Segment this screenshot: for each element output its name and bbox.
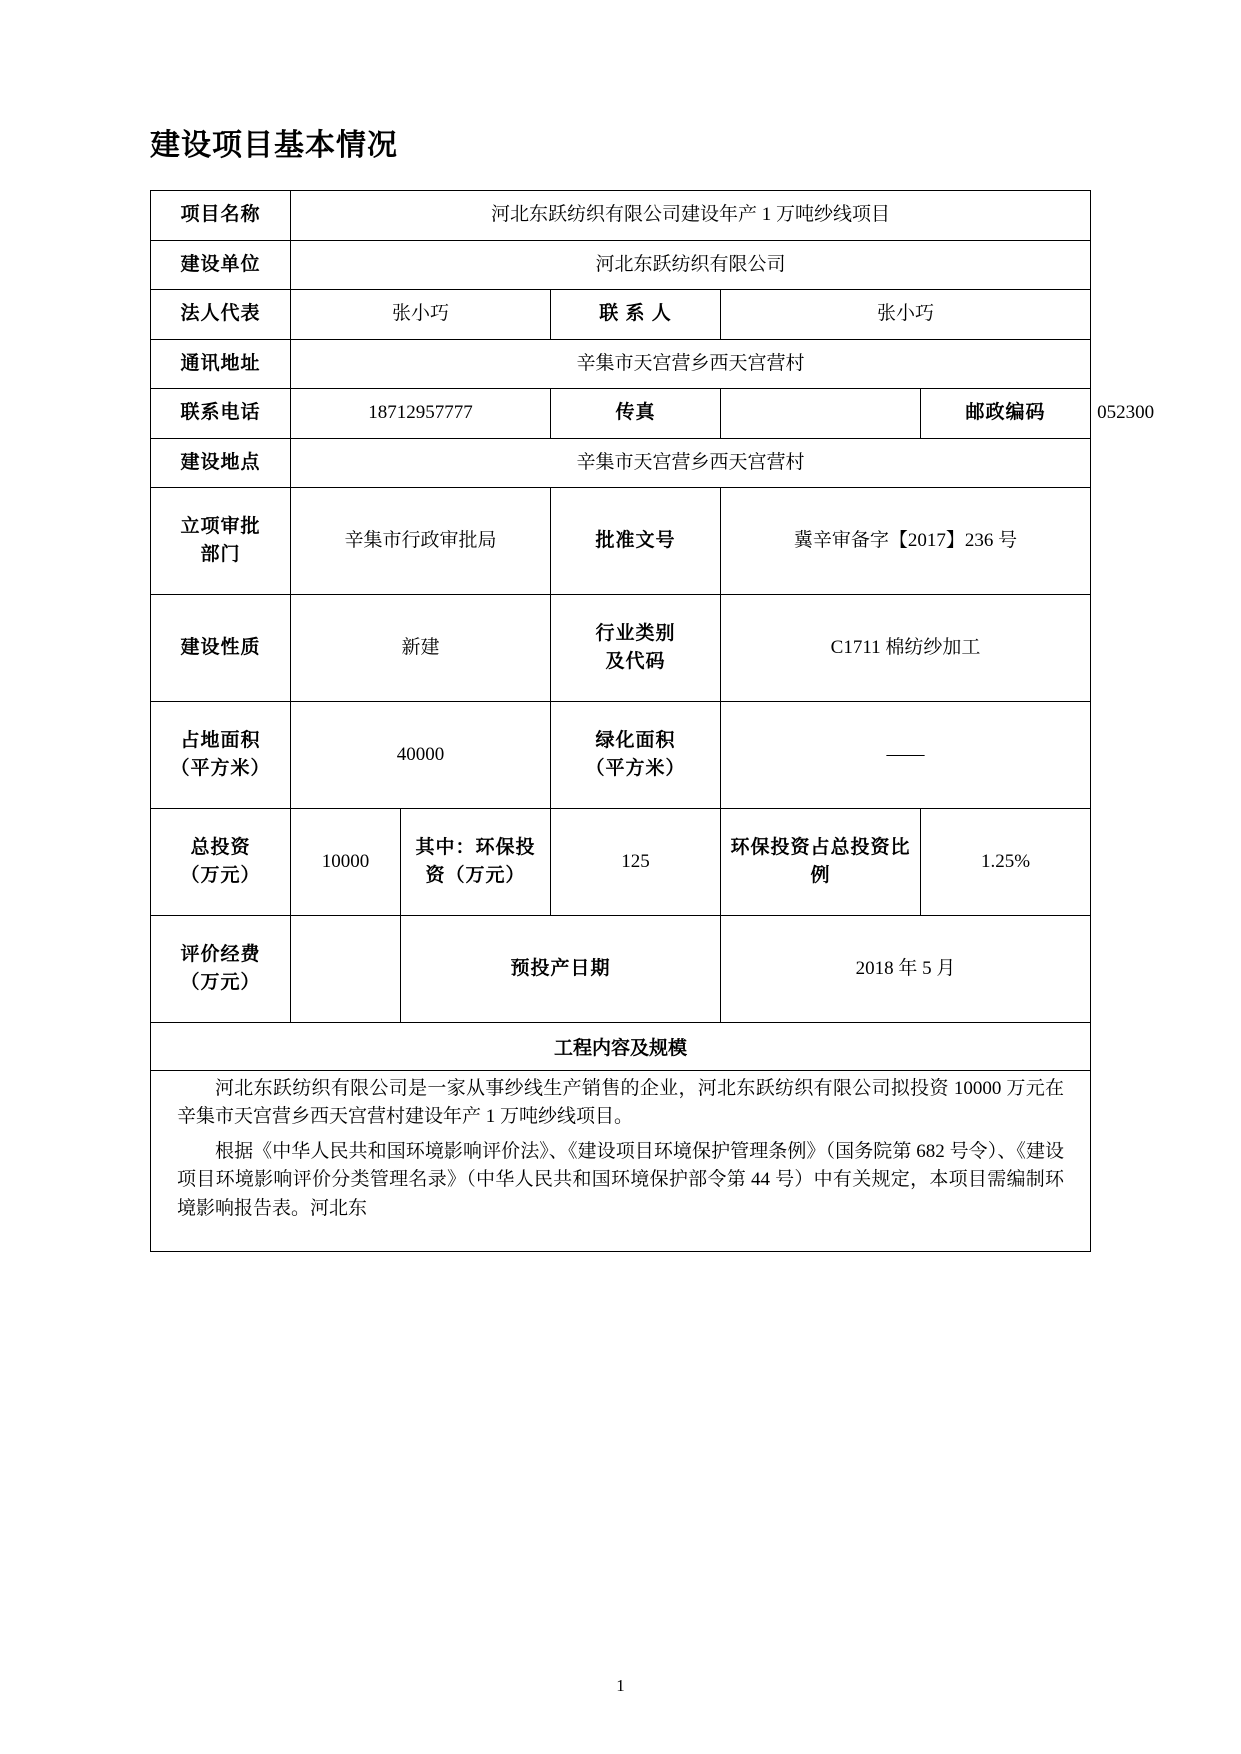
address-label: 通讯地址 [151,339,291,389]
land-area-label [151,702,291,809]
site-value: 辛集市天宫营乡西天宫营村 [291,438,1091,488]
industry-label-line2: 及代码 [605,651,666,672]
env-invest-value: 125 [551,809,721,916]
green-area-label-line2: （平方米） [585,758,686,779]
approval-dept-label-line2: 部门 [200,544,241,565]
land-area-value: 40000 [291,702,551,809]
table-row [151,339,1091,389]
industry-label-line1: 行业类别 [595,622,676,644]
content-body [151,1070,1091,1252]
eval-fee-label-line1: 评价经费 [180,943,261,965]
prod-date-label: 预投产日期 [401,916,721,1023]
fax-value [721,389,921,439]
table-row [151,290,1091,340]
table-row [151,1023,1091,1071]
approval-doc-value: 冀辛审备字【2017】236 号 [721,488,1091,595]
prod-date-value: 2018 年 5 月 [721,916,1091,1023]
total-invest-label-line2: （万元） [180,865,261,886]
table-row [151,240,1091,290]
build-unit-value: 河北东跃纺织有限公司 [291,240,1091,290]
project-basic-info-table [150,190,1155,1252]
build-unit-label: 建设单位 [151,240,291,290]
industry-value: C1711 棉纺纱加工 [721,595,1091,702]
env-ratio-value: 1.25% [921,809,1091,916]
address-value: 辛集市天宫营乡西天宫营村 [291,339,1091,389]
table-row [151,595,1091,702]
table-row [151,916,1091,1023]
eval-fee-value [291,916,401,1023]
nature-value: 新建 [291,595,551,702]
table-row [151,809,1091,916]
approval-doc-label: 批准文号 [551,488,721,595]
legal-rep-value: 张小巧 [291,290,551,340]
fax-label: 传真 [551,389,721,439]
table-row [151,438,1091,488]
industry-label [551,595,721,702]
env-ratio-label: 环保投资占总投资比例 [721,809,921,916]
project-name-value: 河北东跃纺织有限公司建设年产 1 万吨纱线项目 [291,191,1091,241]
approval-dept-label-line1: 立项审批 [180,515,261,537]
content-paragraph: 河北东跃纺织有限公司是一家从事纱线生产销售的企业，河北东跃纺织有限公司拟投资 10000 万元在辛集市天宫营乡西天宫营村建设年产 1 万吨纱线项目。 [177,1077,1065,1127]
approval-dept-value: 辛集市行政审批局 [291,488,551,595]
table-row [151,488,1091,595]
phone-value: 18712957777 [291,389,551,439]
table-row [151,702,1091,809]
approval-dept-label [151,488,291,595]
table-row [151,191,1091,241]
eval-fee-label [151,916,291,1023]
nature-label: 建设性质 [151,595,291,702]
postcode-label: 邮政编码 [921,389,1091,439]
land-area-label-line1: 占地面积 [180,729,261,751]
green-area-value: —— [721,702,1091,809]
green-area-label [551,702,721,809]
contact-value: 张小巧 [721,290,1091,340]
eval-fee-label-line2: （万元） [180,972,261,993]
project-name-label: 项目名称 [151,191,291,241]
env-invest-label: 其中：环保投资（万元） [401,809,551,916]
green-area-label-line1: 绿化面积 [595,729,676,751]
total-invest-label-line1: 总投资 [190,836,251,858]
page-title: 建设项目基本情况 [150,129,398,162]
content-heading: 工程内容及规模 [151,1023,1091,1071]
site-label: 建设地点 [151,438,291,488]
total-invest-label [151,809,291,916]
land-area-label-line2: （平方米） [170,758,271,779]
total-invest-value: 10000 [291,809,401,916]
legal-rep-label: 法人代表 [151,290,291,340]
table-row [151,1070,1091,1252]
table-row: 联系电话 18712957777 传真 邮政编码 052300 [151,389,1091,439]
phone-label: 联系电话 [151,389,291,439]
page-number: 1 [616,1676,625,1695]
contact-label: 联 系 人 [551,290,721,340]
content-paragraph: 根据《中华人民共和国环境影响评价法》、《建设项目环境保护管理条例》（国务院第 682 号令）、《建设项目环境影响评价分类管理名录》（中华人民共和国环境保护部令第 44 号）中有关规定，本项目需编制环境影响报告表。河北东 [177,1140,1065,1219]
